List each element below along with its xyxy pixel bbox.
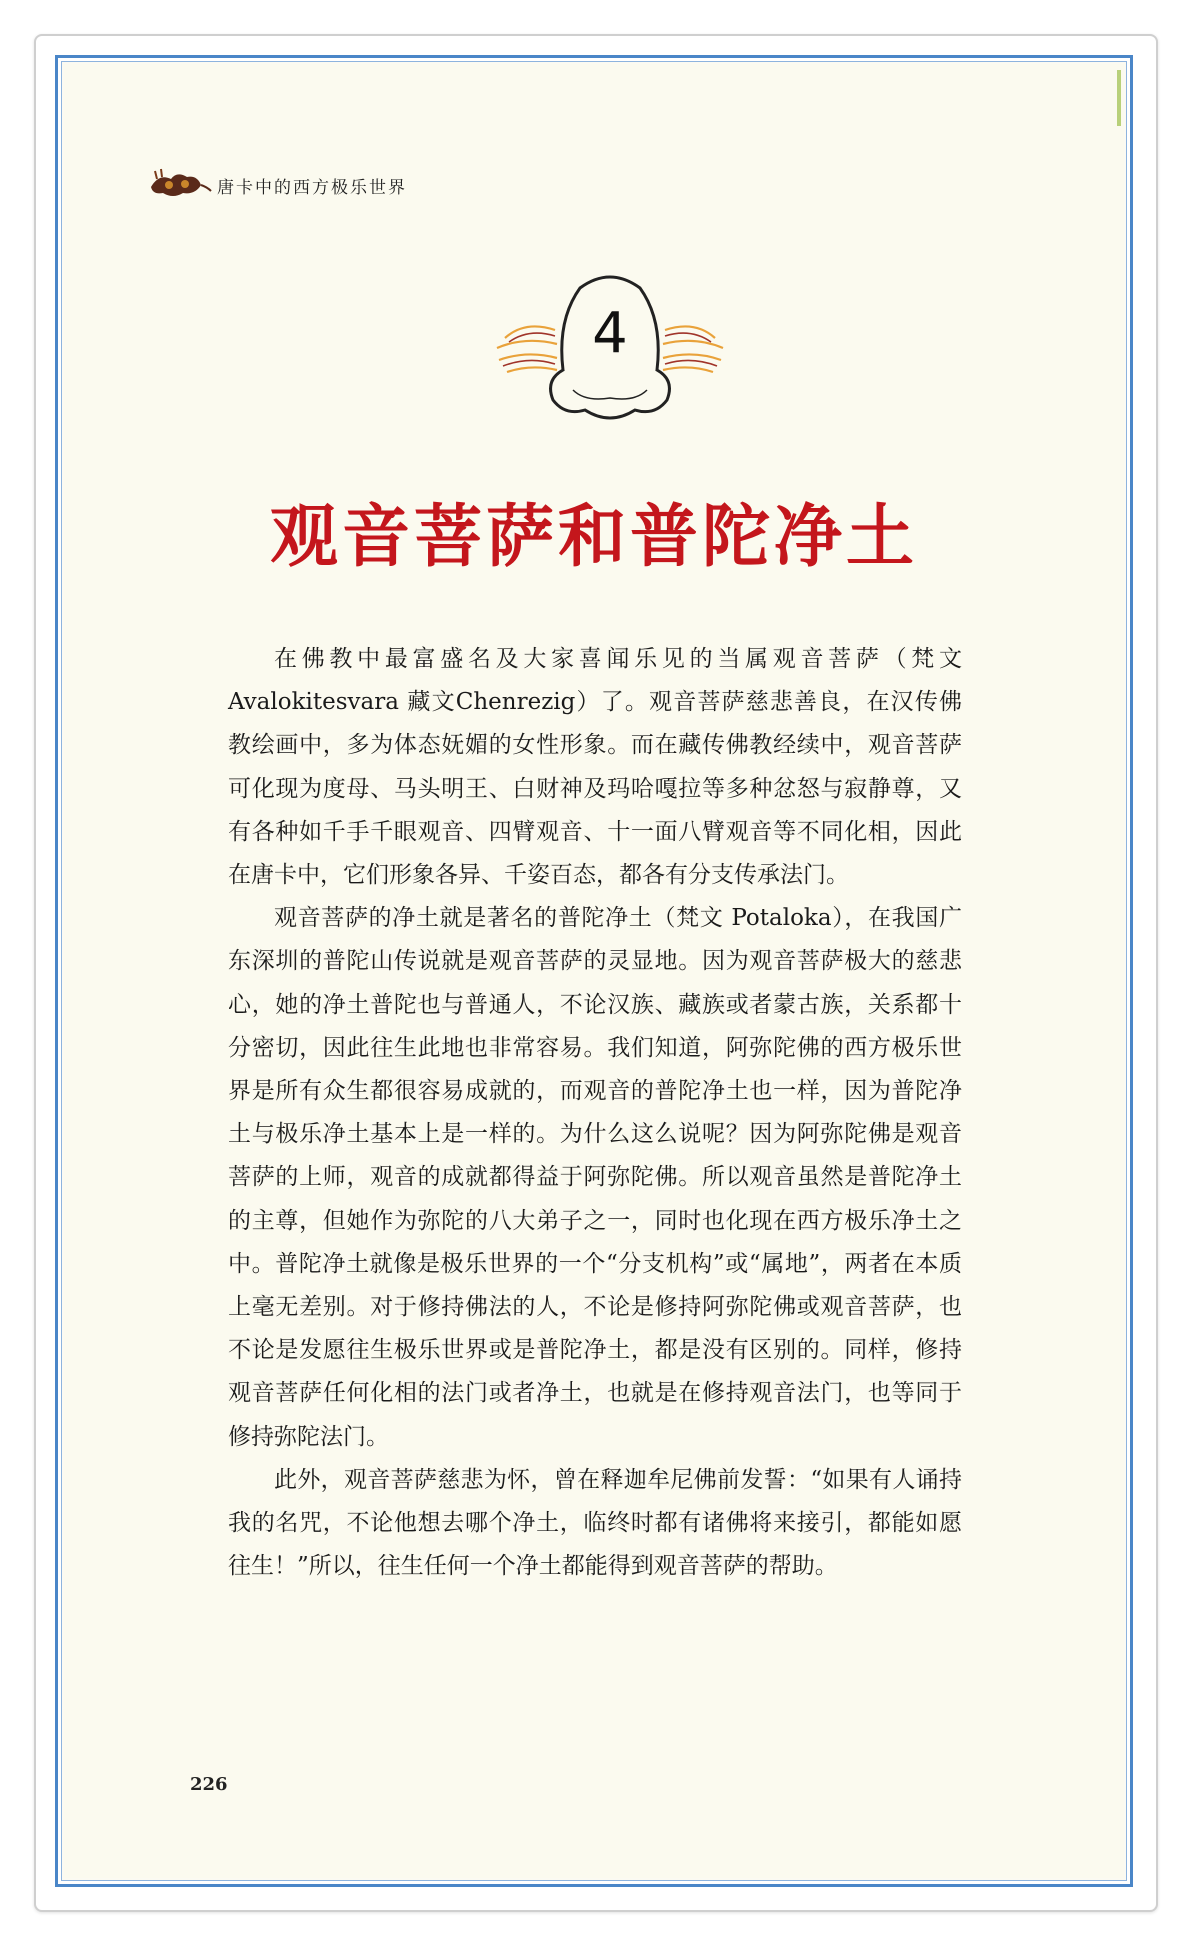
- chapter-emblem: [485, 270, 735, 430]
- body-text: [228, 638, 962, 1588]
- chapter-number: 4: [592, 301, 628, 366]
- page-edge-mark: [1117, 70, 1121, 126]
- header-ornament-icon: [145, 165, 215, 205]
- paragraph: 观音菩萨的净土就是著名的普陀净土（梵文 Potaloka），在我国广东深圳的普陀山传说就是观音菩萨的灵显地。因为观音菩萨极大的慈悲心，她的净土普陀也与普通人，不论汉族、藏族或者蒙古族，关系都十分密切，因此往生此地也非常容易。我们知道，阿弥陀佛的西方极乐世界是所有众生都很容易成就的，而观音的普陀净土也一样，因为普陀净土与极乐净土基本上是一样的。为什么这么说呢？因为阿弥陀佛是观音菩萨的上师，观音的成就都得益于阿弥陀佛。所以观音虽然是普陀净土的主尊，但她作为弥陀的八大弟子之一，同时也化现在西方极乐净土之中。普陀净土就像是极乐世界的一个“分支机构”或“属地”，两者在本质上毫无差别。对于修持佛法的人，不论是修持阿弥陀佛或观音菩萨，也不论是发愿往生极乐世界或是普陀净土，都是没有区别的。同样，修持观音菩萨任何化相的法门或者净土，也就是在修持观音法门，也等同于修持弥陀法门。: [228, 905, 962, 1450]
- running-title: 唐卡中的西方极乐世界: [217, 177, 407, 198]
- chapter-title: 观音菩萨和普陀净土: [269, 497, 918, 577]
- page-number: 226: [190, 1774, 228, 1795]
- running-header: [145, 165, 407, 205]
- paragraph: 此外，观音菩萨慈悲为怀，曾在释迦牟尼佛前发誓：“如果有人诵持我的名咒，不论他想去哪个净土，临终时都有诸佛将来接引，都能如愿往生！”所以，往生任何一个净土都能得到观音菩萨的帮助。: [228, 1466, 962, 1580]
- paragraph: 在佛教中最富盛名及大家喜闻乐见的当属观音菩萨（梵文Avalokitesvara 藏文Chenrezig）了。观音菩萨慈悲善良，在汉传佛教绘画中，多为体态妩媚的女性形象。而在藏传佛教经续中，观音菩萨可化现为度母、马头明王、白财神及玛哈嘎拉等多种忿怒与寂静尊，又有各种如千手千眼观音、四臂观音、十一面八臂观音等不同化相，因此在唐卡中，它们形象各异、千姿百态，都各有分支传承法门。: [228, 646, 962, 889]
